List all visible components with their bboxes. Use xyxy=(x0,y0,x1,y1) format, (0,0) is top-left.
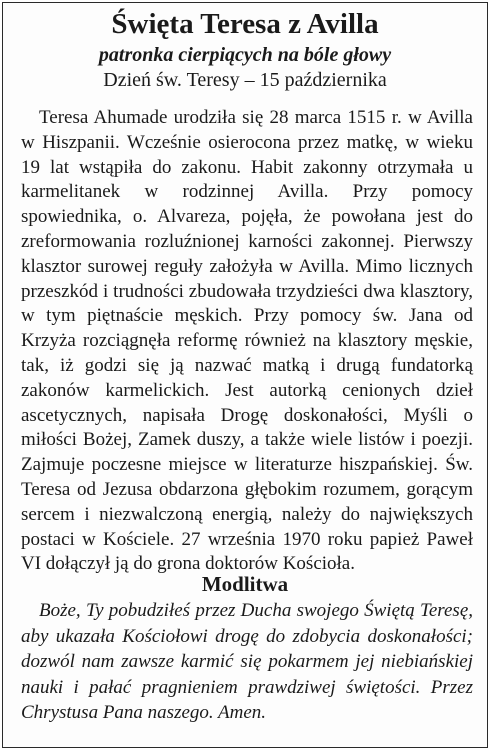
feast-day-line: Dzień św. Teresy – 15 października xyxy=(103,69,387,91)
prayer-heading: Modlitwa xyxy=(201,572,289,596)
prayer-paragraph: Boże, Ty pobudziłeś przez Ducha swojego Świętą Teresę, aby ukazała Kościołowi drogę do zdobycia doskonałości; dozwól nam zawsze karmić się pokarmem jej niebiańskiej nauki i pałać pragnieniem prawdziwej świętości. Przez Chrystusa Pana naszego. Amen. xyxy=(21,600,473,723)
page-subtitle: patronka cierpiących na bóle głowy xyxy=(98,44,392,66)
biography-paragraph: Teresa Ahumade urodziła się 28 marca 1515 r. w Avilla w Hiszpanii. Wcześnie osierocona przez matkę, w wieku 19 lat wstąpiła do zakonu. Habit zakonny otrzymała u karmelitanek w rodzinnej Avilla. Przy pomocy spowiednika, o. Alvareza, pojęła, że powołana jest do zreformowania rozluźnionej karności zakonnej. Pierwszy klasztor surowej reguły założyła w Avilla. Mimo licznych przeszkód i trudności zbudowała trzydzieści dwa klasztory, w tym piętnaście męskich. Przy pomocy św. Jana od Krzyża rozciągnęła reformę również na klasztory męskie, tak, iż godzi się ją nazwać matką i drugą fundatorką zakonów karmelickich. Jest autorką cenionych dzieł ascetycznych, napisała Drogę doskonałości, Myśli o miłości Bożej, Zamek duszy, a także wiele listów i poezji. Zajmuje poczesne miejsce w literaturze hiszpańskiej. Św. Teresa od Jezusa obdarzona głębokim rozumem, gorącym sercem i niezwalczoną energią, należy do największych postaci w Kościele. 27 września 1970 roku papież Paweł VI dołączył ją do grona doktorów Kościoła. xyxy=(21,107,473,575)
page-title: Święta Teresa z Avilla xyxy=(111,8,379,40)
document-page xyxy=(2,2,488,748)
